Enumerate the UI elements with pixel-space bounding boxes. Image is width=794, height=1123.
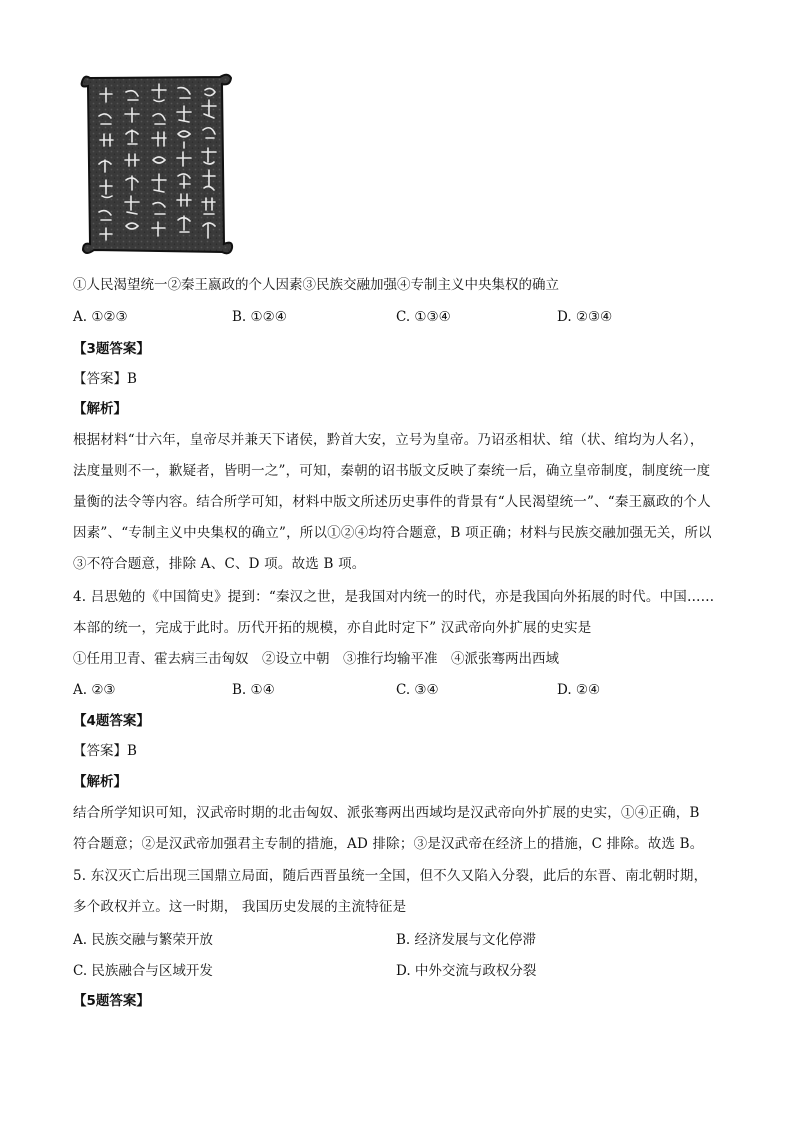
q5-option-d[interactable]: D. 中外交流与政权分裂 [396, 963, 537, 979]
q4-option-d[interactable]: D. ②④ [557, 682, 601, 698]
q5-question-line: 多个政权并立。这一时期， 我国历史发展的主流特征是 [73, 899, 407, 915]
qin-edict-inscription-image [80, 72, 234, 256]
q4-question-line: 本部的统一，完成于此时。历代开拓的规模，亦自此时定下” 汉武帝向外扩展的史实是 [73, 620, 592, 636]
q4-stem-choices: ①任用卫青、霍去病三击匈奴 ②设立中朝 ③推行均输平准 ④派张骞两出西域 [73, 651, 559, 667]
q3-option-c[interactable]: C. ①③④ [396, 309, 451, 325]
q4-analysis-line: 结合所学知识可知，汉武帝时期的北击匈奴、派张骞两出西域均是汉武帝向外扩展的史实，①④正确，B [73, 805, 700, 821]
q4-analysis-label: 【解析】 [73, 774, 127, 790]
q5-question [73, 861, 723, 923]
q4-answer-header: 【4题答案】 [73, 713, 150, 729]
q3-option-b[interactable]: B. ①②④ [232, 309, 287, 325]
q5-option-a[interactable]: A. 民族交融与繁荣开放 [73, 932, 213, 948]
q4-analysis-text [73, 798, 723, 860]
q5-option-c[interactable]: C. 民族融合与区域开发 [73, 963, 213, 979]
q3-analysis-line: 因素”、“专制主义中央集权的确立”，所以①②④均符合题意，B 项正确；材料与民族交融加强无关，所以 [73, 525, 712, 541]
q4-option-c[interactable]: C. ③④ [396, 682, 439, 698]
q4-option-b[interactable]: B. ①④ [232, 682, 275, 698]
q3-analysis-line: 法度量则不一，歉疑者，皆明一之”，可知，秦朝的诏书版文反映了秦统一后，确立皇帝制度，制度统一度 [73, 463, 711, 479]
q3-stem-choices: ①人民渴望统一②秦王嬴政的个人因素③民族交融加强④专制主义中央集权的确立 [73, 277, 559, 293]
q5-option-b[interactable]: B. 经济发展与文化停滞 [396, 932, 537, 948]
q5-answer-header: 【5题答案】 [73, 993, 150, 1009]
q3-analysis-text [73, 425, 723, 580]
q3-option-a[interactable]: A. ①②③ [73, 309, 128, 325]
q3-analysis-line: ③不符合题意，排除 A、C、D 项。故选 B 项。 [73, 556, 366, 572]
q4-option-a[interactable]: A. ②③ [73, 682, 116, 698]
q3-option-d[interactable]: D. ②③④ [557, 309, 613, 325]
q4-answer: 【答案】B [73, 743, 137, 759]
q3-analysis-line: 根据材料“廿六年，皇帝尽并兼天下诸侯，黔首大安，立号为皇帝。乃诏丞相状、绾（状、绾均为人名）， [73, 432, 704, 448]
q4-analysis-line: 符合题意；②是汉武帝加强君主专制的措施，AD 排除；③是汉武帝在经济上的措施，C 排除。故选 B。 [73, 836, 704, 852]
q4-question-line: 4. 吕思勉的《中国简史》提到：“秦汉之世，是我国对内统一的时代，亦是我国向外拓展的时代。中国…… [73, 589, 715, 605]
q3-analysis-label: 【解析】 [73, 401, 127, 417]
q3-answer-header: 【3题答案】 [73, 341, 150, 357]
q5-question-line: 5. 东汉灭亡后出现三国鼎立局面，随后西晋虽统一全国，但不久又陷入分裂，此后的东晋、南北朝时期， [73, 868, 708, 884]
q3-answer: 【答案】B [73, 371, 137, 387]
q3-analysis-line: 量衡的法令等内容。结合所学可知，材料中版文所述历史事件的背景有“人民渴望统一”、“秦王嬴政的个人 [73, 494, 711, 510]
q4-question [73, 582, 723, 644]
